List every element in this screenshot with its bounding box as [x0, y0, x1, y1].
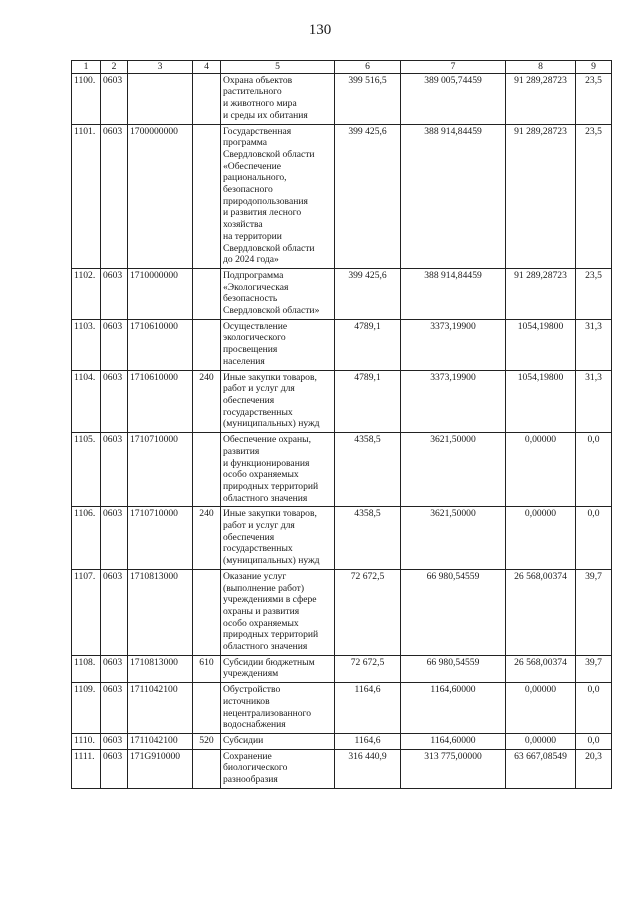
section-code-cell: 0603	[101, 655, 128, 682]
budget-allocation-cell: 3373,19900	[401, 370, 506, 433]
execution-percent-cell: 0,0	[576, 433, 612, 507]
row-number-cell: 1104.	[72, 370, 101, 433]
item-name-cell: Обустройство источников нецентрализованного водоснабжения	[221, 683, 335, 734]
executed-amount-cell: 0,00000	[506, 507, 576, 570]
section-code-cell: 0603	[101, 124, 128, 268]
executed-amount-cell: 91 289,28723	[506, 124, 576, 268]
column-header: 5	[221, 61, 335, 74]
execution-percent-cell: 23,5	[576, 73, 612, 124]
approved-amount-cell: 4358,5	[335, 433, 401, 507]
column-header: 1	[72, 61, 101, 74]
table-row	[72, 319, 612, 370]
budget-allocation-cell: 388 914,84459	[401, 124, 506, 268]
item-name-cell: Государственная программа Свердловской области «Обеспечение рационального, безопасного природопользования и развития лесного хозяйства на территории Свердловской области до 2024 года»	[221, 124, 335, 268]
section-code-cell: 0603	[101, 370, 128, 433]
section-code-cell: 0603	[101, 507, 128, 570]
section-code-cell: 0603	[101, 433, 128, 507]
executed-amount-cell: 26 568,00374	[506, 569, 576, 655]
section-code-cell: 0603	[101, 683, 128, 734]
item-name-cell: Охрана объектов растительного и животного мира и среды их обитания	[221, 73, 335, 124]
item-name-cell: Субсидии бюджетным учреждениям	[221, 655, 335, 682]
budget-allocation-cell: 388 914,84459	[401, 268, 506, 319]
executed-amount-cell: 0,00000	[506, 683, 576, 734]
item-name-cell: Осуществление экологического просвещения населения	[221, 319, 335, 370]
column-header: 6	[335, 61, 401, 74]
section-code-cell: 0603	[101, 733, 128, 749]
execution-percent-cell: 0,0	[576, 683, 612, 734]
expense-type-cell: 240	[193, 507, 221, 570]
executed-amount-cell: 1054,19800	[506, 319, 576, 370]
row-number-cell: 1111.	[72, 749, 101, 788]
executed-amount-cell: 63 667,08549	[506, 749, 576, 788]
execution-percent-cell: 0,0	[576, 507, 612, 570]
column-header: 2	[101, 61, 128, 74]
expense-type-cell	[193, 268, 221, 319]
budget-allocation-cell: 313 775,00000	[401, 749, 506, 788]
budget-table	[71, 60, 612, 789]
row-number-cell: 1102.	[72, 268, 101, 319]
execution-percent-cell: 23,5	[576, 268, 612, 319]
budget-allocation-cell: 3621,50000	[401, 507, 506, 570]
approved-amount-cell: 1164,6	[335, 683, 401, 734]
column-header: 7	[401, 61, 506, 74]
approved-amount-cell: 4358,5	[335, 507, 401, 570]
item-name-cell: Подпрограмма «Экологическая безопасность Свердловской области»	[221, 268, 335, 319]
approved-amount-cell: 399 425,6	[335, 124, 401, 268]
table-row	[72, 73, 612, 124]
execution-percent-cell: 39,7	[576, 655, 612, 682]
target-article-cell: 1710813000	[128, 569, 193, 655]
row-number-cell: 1110.	[72, 733, 101, 749]
expense-type-cell	[193, 319, 221, 370]
item-name-cell: Иные закупки товаров, работ и услуг для обеспечения государственных (муниципальных) нужд	[221, 370, 335, 433]
row-number-cell: 1101.	[72, 124, 101, 268]
expense-type-cell: 610	[193, 655, 221, 682]
executed-amount-cell: 91 289,28723	[506, 268, 576, 319]
table-row	[72, 733, 612, 749]
budget-allocation-cell: 66 980,54559	[401, 655, 506, 682]
approved-amount-cell: 4789,1	[335, 319, 401, 370]
approved-amount-cell: 316 440,9	[335, 749, 401, 788]
column-header: 9	[576, 61, 612, 74]
item-name-cell: Сохранение биологического разнообразия	[221, 749, 335, 788]
section-code-cell: 0603	[101, 569, 128, 655]
item-name-cell: Субсидии	[221, 733, 335, 749]
table-row	[72, 655, 612, 682]
table-row	[72, 370, 612, 433]
executed-amount-cell: 91 289,28723	[506, 73, 576, 124]
budget-allocation-cell: 389 005,74459	[401, 73, 506, 124]
target-article-cell: 1711042100	[128, 683, 193, 734]
target-article-cell	[128, 73, 193, 124]
target-article-cell: 1700000000	[128, 124, 193, 268]
budget-allocation-cell: 1164,60000	[401, 683, 506, 734]
section-code-cell: 0603	[101, 319, 128, 370]
column-header: 8	[506, 61, 576, 74]
target-article-cell: 1710610000	[128, 319, 193, 370]
table-row	[72, 507, 612, 570]
approved-amount-cell: 1164,6	[335, 733, 401, 749]
column-header: 4	[193, 61, 221, 74]
approved-amount-cell: 399 516,5	[335, 73, 401, 124]
target-article-cell: 1711042100	[128, 733, 193, 749]
row-number-cell: 1108.	[72, 655, 101, 682]
table-header-row	[72, 61, 612, 74]
table-row	[72, 124, 612, 268]
table-row	[72, 268, 612, 319]
row-number-cell: 1107.	[72, 569, 101, 655]
row-number-cell: 1103.	[72, 319, 101, 370]
execution-percent-cell: 0,0	[576, 733, 612, 749]
executed-amount-cell: 0,00000	[506, 733, 576, 749]
section-code-cell: 0603	[101, 268, 128, 319]
approved-amount-cell: 4789,1	[335, 370, 401, 433]
expense-type-cell	[193, 569, 221, 655]
row-number-cell: 1100.	[72, 73, 101, 124]
executed-amount-cell: 26 568,00374	[506, 655, 576, 682]
section-code-cell: 0603	[101, 73, 128, 124]
target-article-cell: 1710813000	[128, 655, 193, 682]
table-body	[72, 73, 612, 788]
table-row	[72, 433, 612, 507]
expense-type-cell: 240	[193, 370, 221, 433]
table-row	[72, 683, 612, 734]
expense-type-cell	[193, 433, 221, 507]
row-number-cell: 1106.	[72, 507, 101, 570]
expense-type-cell	[193, 683, 221, 734]
execution-percent-cell: 23,5	[576, 124, 612, 268]
budget-allocation-cell: 3621,50000	[401, 433, 506, 507]
budget-allocation-cell: 1164,60000	[401, 733, 506, 749]
executed-amount-cell: 1054,19800	[506, 370, 576, 433]
target-article-cell: 1710610000	[128, 370, 193, 433]
execution-percent-cell: 31,3	[576, 319, 612, 370]
execution-percent-cell: 39,7	[576, 569, 612, 655]
table-row	[72, 749, 612, 788]
item-name-cell: Оказание услуг (выполнение работ) учреждениями в сфере охраны и развития особо охраняемых природных территорий областного значения	[221, 569, 335, 655]
budget-allocation-cell: 66 980,54559	[401, 569, 506, 655]
expense-type-cell	[193, 749, 221, 788]
approved-amount-cell: 72 672,5	[335, 569, 401, 655]
table-row	[72, 569, 612, 655]
executed-amount-cell: 0,00000	[506, 433, 576, 507]
execution-percent-cell: 31,3	[576, 370, 612, 433]
approved-amount-cell: 72 672,5	[335, 655, 401, 682]
approved-amount-cell: 399 425,6	[335, 268, 401, 319]
target-article-cell: 1710710000	[128, 433, 193, 507]
execution-percent-cell: 20,3	[576, 749, 612, 788]
target-article-cell: 1710000000	[128, 268, 193, 319]
item-name-cell: Иные закупки товаров, работ и услуг для обеспечения государственных (муниципальных) нужд	[221, 507, 335, 570]
column-header: 3	[128, 61, 193, 74]
row-number-cell: 1109.	[72, 683, 101, 734]
budget-allocation-cell: 3373,19900	[401, 319, 506, 370]
row-number-cell: 1105.	[72, 433, 101, 507]
section-code-cell: 0603	[101, 749, 128, 788]
target-article-cell: 1710710000	[128, 507, 193, 570]
page-number: 130	[308, 22, 332, 38]
target-article-cell: 171G910000	[128, 749, 193, 788]
expense-type-cell	[193, 124, 221, 268]
expense-type-cell: 520	[193, 733, 221, 749]
item-name-cell: Обеспечение охраны, развития и функционирования особо охраняемых природных территорий областного значения	[221, 433, 335, 507]
expense-type-cell	[193, 73, 221, 124]
